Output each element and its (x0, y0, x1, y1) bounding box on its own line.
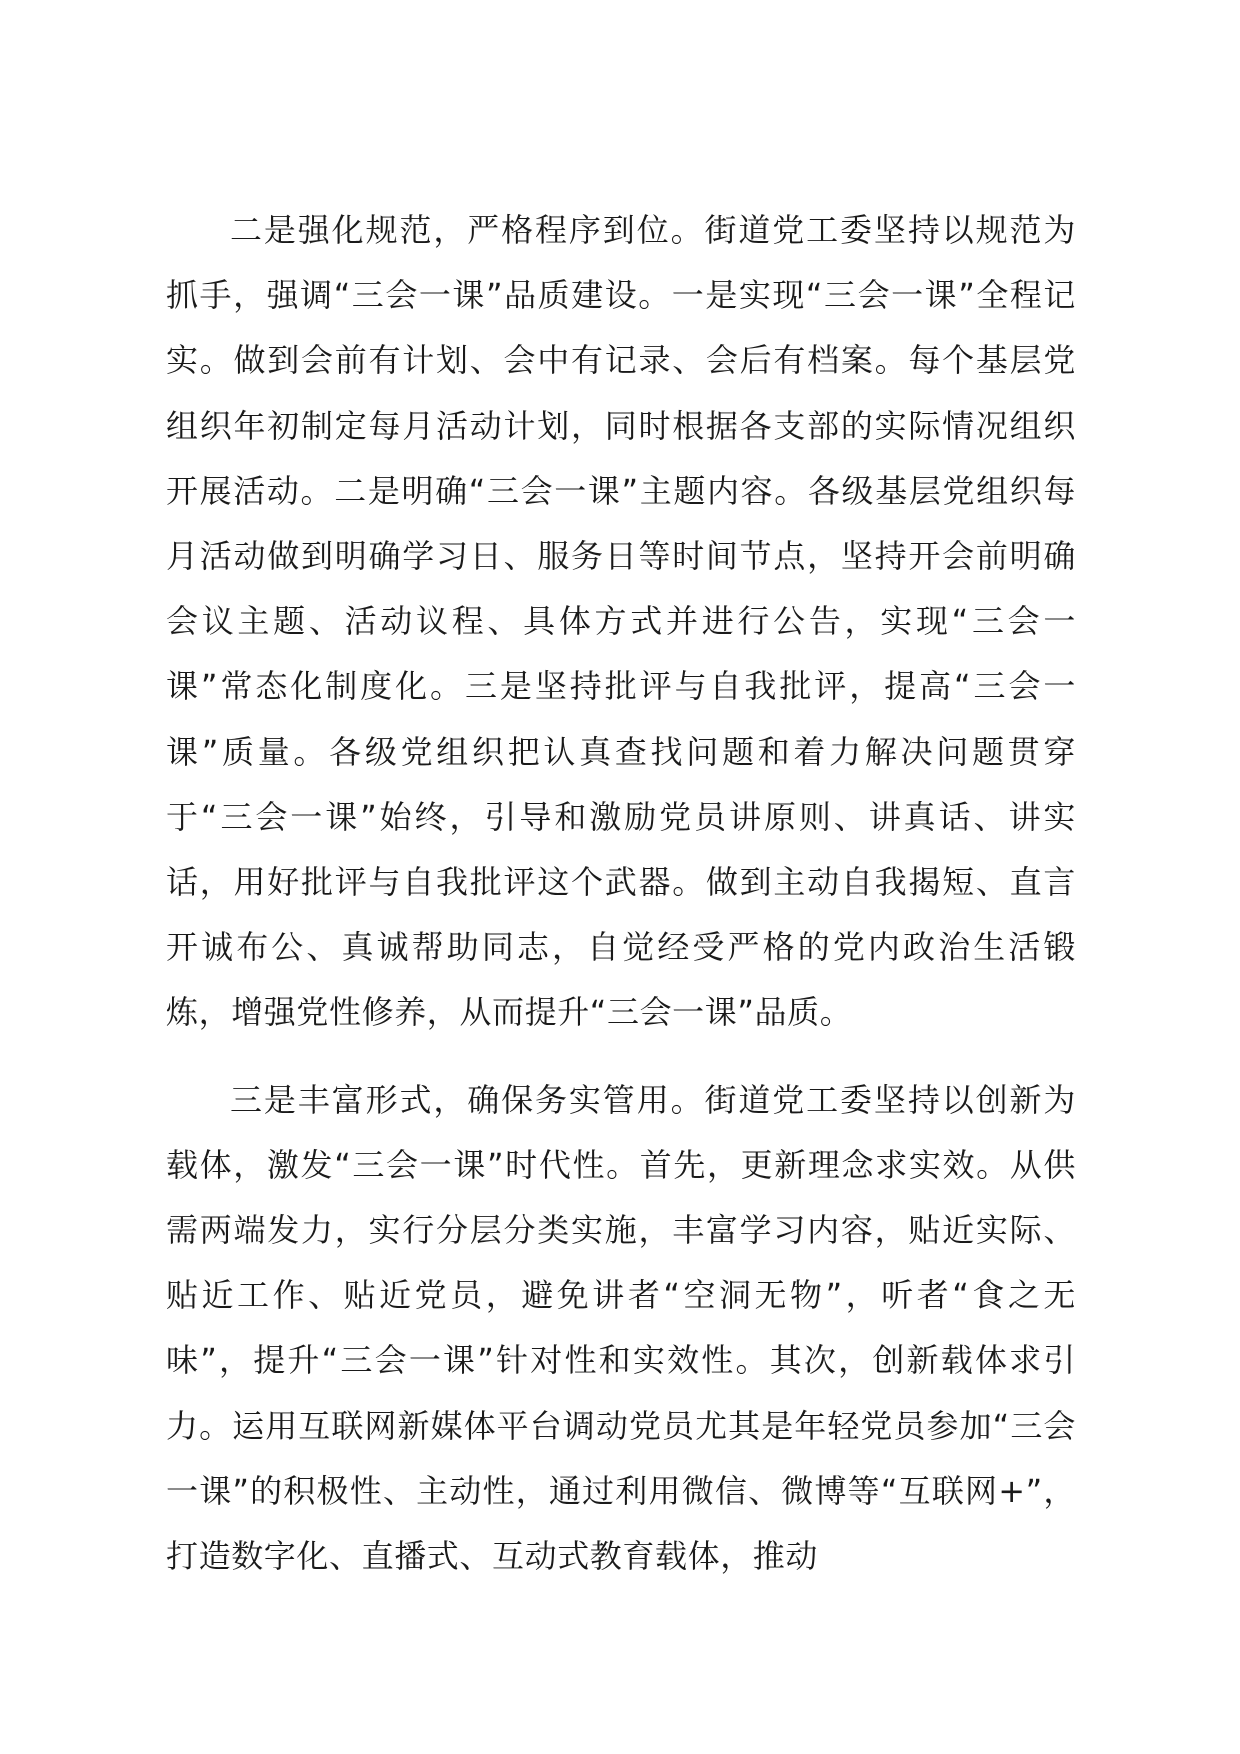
paragraph-enrich-forms: 三是丰富形式，确保务实管用。街道党工委坚持以创新为载体，激发“三会一课”时代性。首先，更新理念求实效。从供需两端发力，实行分层分类实施，丰富学习内容，贴近实际、贴近工作、贴近党员，避免讲者“空洞无物”，听者“食之无味”，提升“三会一课”针对性和实效性。其次，创新载体求引力。运用互联网新媒体平台调动党员尤其是年轻党员参加“三会一课”的积极性、主动性，通过利用微信、微博等“互联网+”，打造数字化、直播式、互动式教育载体，推动 (166, 1080, 1076, 1576)
document-body (166, 198, 1076, 1589)
paragraph-standardization: 二是强化规范，严格程序到位。街道党工委坚持以规范为抓手，强调“三会一课”品质建设。一是实现“三会一课”全程记实。做到会前有计划、会中有记录、会后有档案。每个基层党组织年初制定每月活动计划，同时根据各支部的实际情况组织开展活动。二是明确“三会一课”主题内容。各级基层党组织每月活动做到明确学习日、服务日等时间节点，坚持开会前明确会议主题、活动议程、具体方式并进行公告，实现“三会一课”常态化制度化。三是坚持批评与自我批评，提高“三会一课”质量。各级党组织把认真查找问题和着力解决问题贯穿于“三会一课”始终，引导和激励党员讲原则、讲真话、讲实话，用好批评与自我批评这个武器。做到主动自我揭短、直言开诚布公、真诚帮助同志，自觉经受严格的党内政治生活锻炼，增强党性修养，从而提升“三会一课”品质。 (166, 211, 1076, 1032)
